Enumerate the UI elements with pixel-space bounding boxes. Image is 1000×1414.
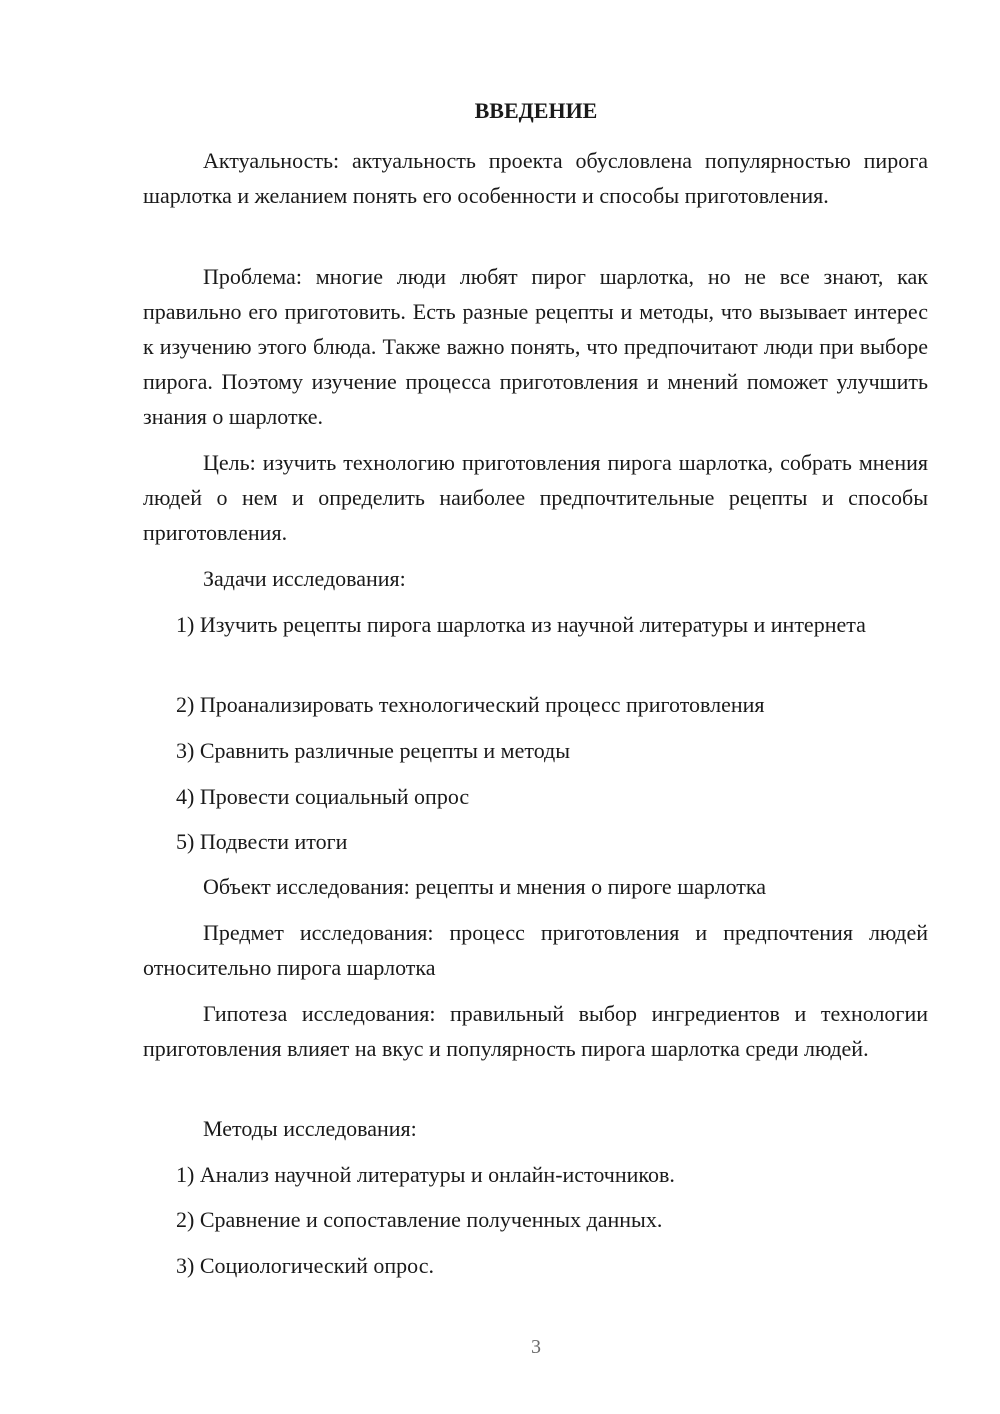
subject-paragraph: Предмет исследования: процесс приготовления и предпочтения людей относительно пирога шарлотка (143, 920, 928, 980)
object-paragraph: Объект исследования: рецепты и мнения о пироге шарлотка (203, 874, 767, 899)
problem-paragraph: Проблема: многие люди любят пирог шарлотка, но не все знают, как правильно его приготовить. Есть разные рецепты и методы, что вызывает интерес к изучению этого блюда. Также важно понять, что предпочитают люди при выборе пирога. Поэтому изучение процесса приготовления и мнений поможет улучшить знания о шарлотке. (143, 264, 928, 429)
task-item: 5) Подвести итоги (176, 829, 348, 854)
page-title: ВВЕДЕНИЕ (474, 98, 598, 123)
page-number: 3 (531, 1336, 541, 1358)
task-item: 1) Изучить рецепты пирога шарлотка из научной литературы и интернета (176, 612, 866, 637)
task-item: 2) Проанализировать технологический процесс приготовления (176, 692, 765, 717)
method-item: 1) Анализ научной литературы и онлайн-источников. (176, 1162, 675, 1187)
tasks-heading: Задачи исследования: (203, 566, 406, 591)
method-item: 3) Социологический опрос. (176, 1253, 434, 1278)
task-item: 3) Сравнить различные рецепты и методы (176, 738, 571, 763)
hypothesis-paragraph: Гипотеза исследования: правильный выбор ингредиентов и технологии приготовления влияет на вкус и популярность пирога шарлотка среди людей. (143, 1001, 928, 1061)
methods-heading: Методы исследования: (203, 1116, 417, 1141)
task-item: 4) Провести социальный опрос (176, 784, 470, 809)
method-item: 2) Сравнение и сопоставление полученных данных. (176, 1207, 663, 1232)
relevance-paragraph: Актуальность: актуальность проекта обусловлена популярностью пирога шарлотка и желанием понять его особенности и способы приготовления. (143, 148, 928, 208)
goal-paragraph: Цель: изучить технологию приготовления пирога шарлотка, собрать мнения людей о нем и определить наиболее предпочтительные рецепты и способы приготовления. (143, 450, 928, 545)
